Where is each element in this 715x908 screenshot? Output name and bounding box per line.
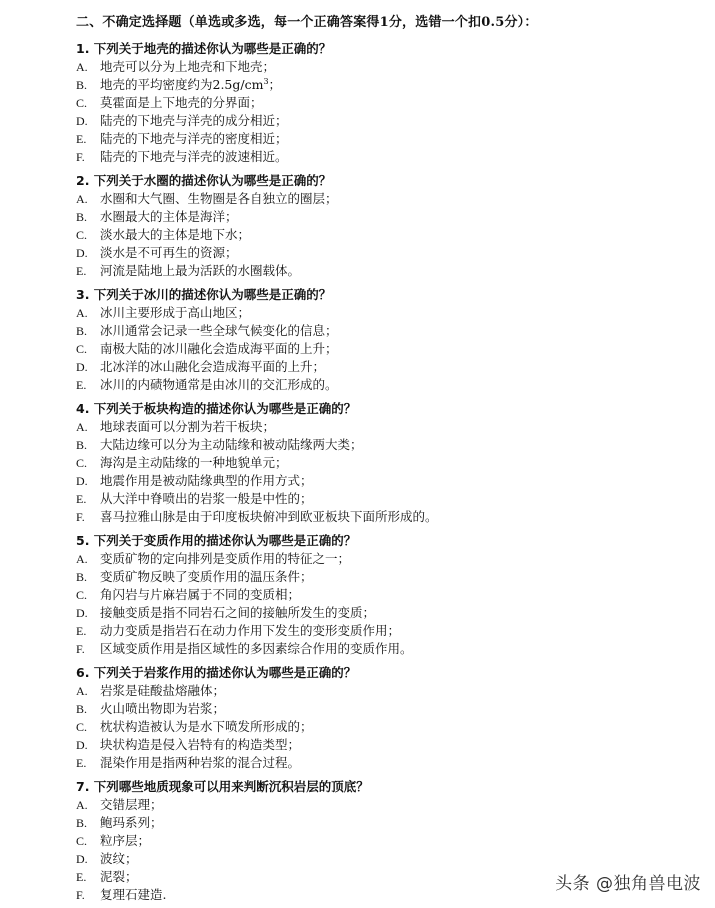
option-item: [76, 130, 696, 148]
option-text: [100, 262, 300, 280]
option-text-main: 南极大陆的冰川融化会造成海平面的上升；: [100, 341, 338, 357]
option-text-main: 莫霍面是上下地壳的分界面；: [100, 95, 263, 111]
option-text-main: 北冰洋的冰山融化会造成海平面的上升；: [100, 359, 326, 375]
option-item: [76, 490, 696, 508]
option-text-main: 冰川主要形成于高山地区；: [100, 305, 251, 320]
option-letter: C.: [76, 720, 88, 735]
option-text: [100, 586, 300, 604]
option-letter: E.: [76, 624, 87, 639]
option-text-main: 火山喷出物即为岩浆；: [100, 701, 226, 717]
option-item: [76, 76, 696, 94]
option-text-main: 复理石建造.: [100, 887, 167, 903]
option-item: [76, 244, 696, 262]
question-1: [76, 40, 696, 167]
option-letter: C.: [76, 96, 88, 111]
option-letter: B.: [76, 210, 88, 225]
option-text-main: 混染作用是指两种岩浆的混合过程。: [100, 755, 301, 771]
option-text: [100, 112, 288, 130]
option-text-tail: ；: [268, 77, 282, 93]
option-text: [100, 358, 325, 376]
option-letter: A.: [76, 60, 88, 74]
option-text: [100, 226, 250, 244]
option-item: [76, 208, 696, 226]
option-letter: C.: [76, 342, 88, 357]
option-letter: F.: [76, 510, 85, 525]
question-3: [76, 286, 696, 394]
option-item: [76, 682, 696, 700]
option-item: [76, 454, 696, 472]
option-letter: D.: [76, 738, 88, 753]
option-text-main: 角闪岩与片麻岩属于不同的变质相；: [100, 587, 301, 603]
option-text: [100, 550, 350, 568]
option-text: [100, 130, 288, 148]
option-letter: B.: [76, 438, 88, 453]
option-text-main: 大陆边缘可以分为主动陆缘和被动陆缘两大类；: [100, 437, 363, 453]
watermark: 头条 @独角兽电波: [555, 874, 701, 894]
option-letter: B.: [76, 324, 88, 339]
option-text-main: 地壳可以分为上地壳和下地壳；: [100, 59, 276, 74]
option-text: [100, 700, 225, 718]
option-text-main: 粒序层；: [100, 833, 151, 849]
option-text: [100, 568, 313, 586]
option-text-main: 波纹；: [100, 851, 138, 867]
option-item: [76, 832, 696, 850]
option-text: [100, 796, 163, 814]
question-title: 7. 下列哪些地质现象可以用来判断沉积岩层的顶底？: [76, 779, 369, 794]
option-letter: D.: [76, 246, 88, 261]
option-text-main: 陆壳的下地壳与洋壳的波速相近。: [100, 149, 288, 165]
option-item: [76, 850, 696, 868]
option-text-main: 动力变质是指岩石在动力作用下发生的变形变质作用；: [100, 623, 401, 639]
option-text-main: 地壳的平均密度约为2.5g/cm: [100, 77, 264, 93]
option-letter: E.: [76, 492, 87, 507]
option-text-main: 变质矿物反映了变质作用的温压条件；: [100, 569, 313, 585]
option-text-main: 岩浆是硅酸盐熔融体；: [100, 683, 226, 698]
option-text: [100, 868, 138, 886]
option-letter: E.: [76, 756, 87, 771]
option-letter: A.: [76, 420, 88, 434]
section-title: 二、不确定选择题（单选或多选，每一个正确答案得1分，选错一个扣0.5分）：: [76, 15, 538, 30]
option-letter: B.: [76, 78, 88, 93]
option-text-main: 喜马拉雅山脉是由于印度板块俯冲到欧亚板块下面所形成的。: [100, 509, 438, 525]
option-text: [100, 340, 338, 358]
option-letter: A.: [76, 192, 88, 206]
question-2: [76, 172, 696, 280]
option-text-main: 从大洋中脊喷出的岩浆一般是中性的；: [100, 491, 313, 507]
option-text-main: 鲍玛系列；: [100, 815, 163, 831]
option-text: [100, 94, 263, 112]
option-item: [76, 550, 696, 568]
option-text: [100, 736, 300, 754]
option-text: [100, 640, 413, 658]
option-text: [100, 622, 400, 640]
option-text: [100, 472, 313, 490]
option-text: [100, 304, 250, 322]
option-letter: B.: [76, 816, 88, 831]
option-item: [76, 586, 696, 604]
option-text-main: 海沟是主动陆缘的一种地貌单元；: [100, 455, 288, 471]
option-item: [76, 148, 696, 166]
option-item: [76, 604, 696, 622]
option-letter: F.: [76, 150, 85, 165]
option-letter: D.: [76, 852, 88, 867]
option-text: [100, 76, 281, 94]
option-text-main: 区域变质作用是指区域性的多因素综合作用的变质作用。: [100, 641, 413, 657]
option-letter: A.: [76, 798, 88, 812]
question-6: [76, 664, 696, 772]
option-letter: F.: [76, 642, 85, 657]
option-text: [100, 814, 163, 832]
option-text: [100, 454, 288, 472]
option-item: [76, 640, 696, 658]
option-text: [100, 682, 225, 700]
option-letter: D.: [76, 606, 88, 621]
option-text: [100, 490, 313, 508]
option-text: [100, 190, 338, 208]
option-text: [100, 436, 363, 454]
option-letter: E.: [76, 264, 87, 279]
option-text-main: 交错层理；: [100, 797, 163, 812]
option-text: [100, 718, 313, 736]
option-letter: A.: [76, 684, 88, 698]
option-item: [76, 358, 696, 376]
option-text: [100, 244, 238, 262]
option-text-main: 块状构造是侵入岩特有的构造类型；: [100, 737, 301, 753]
option-item: [76, 418, 696, 436]
option-text: [100, 508, 438, 526]
option-text: [100, 418, 275, 436]
question-title: 6. 下列关于岩浆作用的描述你认为哪些是正确的？: [76, 665, 357, 680]
option-text-main: 变质矿物的定向排列是变质作用的特征之一；: [100, 551, 351, 566]
option-item: [76, 376, 696, 394]
option-text-main: 枕状构造被认为是水下喷发所形成的；: [100, 719, 313, 735]
option-letter: E.: [76, 870, 87, 885]
option-item: [76, 814, 696, 832]
option-item: [76, 796, 696, 814]
question-title: 5. 下列关于变质作用的描述你认为哪些是正确的？: [76, 533, 357, 548]
option-item: [76, 94, 696, 112]
option-item: [76, 112, 696, 130]
option-text-main: 陆壳的下地壳与洋壳的密度相近；: [100, 131, 288, 147]
option-superscript: 3: [263, 76, 269, 86]
question-title: 1. 下列关于地壳的描述你认为哪些是正确的？: [76, 41, 332, 56]
option-text-main: 接触变质是指不同岩石之间的接触所发生的变质；: [100, 605, 376, 621]
option-text: [100, 58, 275, 76]
option-item: [76, 436, 696, 454]
option-text-main: 地震作用是被动陆缘典型的作用方式；: [100, 473, 313, 489]
option-text-main: 淡水最大的主体是地下水；: [100, 227, 251, 243]
question-title: 4. 下列关于板块构造的描述你认为哪些是正确的？: [76, 401, 357, 416]
question-4: [76, 400, 696, 527]
option-text-main: 地球表面可以分割为若干板块；: [100, 419, 276, 434]
option-item: [76, 736, 696, 754]
option-text: [100, 604, 375, 622]
option-letter: B.: [76, 702, 88, 717]
option-item: [76, 622, 696, 640]
option-text: [100, 148, 288, 166]
option-text: [100, 376, 338, 394]
option-text: [100, 832, 150, 850]
question-title: 3. 下列关于冰川的描述你认为哪些是正确的？: [76, 287, 332, 302]
option-item: [76, 58, 696, 76]
option-item: [76, 190, 696, 208]
option-letter: C.: [76, 456, 88, 471]
option-text-main: 冰川的内碛物通常是由冰川的交汇形成的。: [100, 377, 338, 393]
option-text: [100, 322, 338, 340]
option-letter: B.: [76, 570, 88, 585]
option-letter: F.: [76, 888, 85, 903]
option-item: [76, 262, 696, 280]
option-letter: E.: [76, 378, 87, 393]
option-item: [76, 340, 696, 358]
option-letter: D.: [76, 114, 88, 129]
option-letter: E.: [76, 132, 87, 147]
option-text: [100, 850, 138, 868]
option-letter: A.: [76, 552, 88, 566]
option-item: [76, 322, 696, 340]
option-item: [76, 718, 696, 736]
option-text-main: 冰川通常会记录一些全球气候变化的信息；: [100, 323, 338, 339]
option-letter: C.: [76, 588, 88, 603]
option-letter: D.: [76, 474, 88, 489]
option-text: [100, 754, 300, 772]
option-letter: C.: [76, 228, 88, 243]
option-text: [100, 208, 238, 226]
option-text-main: 水圈和大气圈、生物圈是各自独立的圈层；: [100, 191, 338, 206]
option-text: [100, 886, 166, 904]
option-text-main: 水圈最大的主体是海洋；: [100, 209, 238, 225]
option-text-main: 河流是陆地上最为活跃的水圈载体。: [100, 263, 301, 279]
option-text-main: 泥裂；: [100, 869, 138, 885]
option-item: [76, 754, 696, 772]
option-item: [76, 472, 696, 490]
option-text-main: 陆壳的下地壳与洋壳的成分相近；: [100, 113, 288, 129]
option-letter: D.: [76, 360, 88, 375]
question-5: [76, 532, 696, 659]
option-letter: A.: [76, 306, 88, 320]
option-text-main: 淡水是不可再生的资源；: [100, 245, 238, 261]
option-letter: C.: [76, 834, 88, 849]
question-title: 2. 下列关于水圈的描述你认为哪些是正确的？: [76, 173, 332, 188]
option-item: [76, 304, 696, 322]
option-item: [76, 508, 696, 526]
option-item: [76, 226, 696, 244]
option-item: [76, 568, 696, 586]
option-item: [76, 700, 696, 718]
